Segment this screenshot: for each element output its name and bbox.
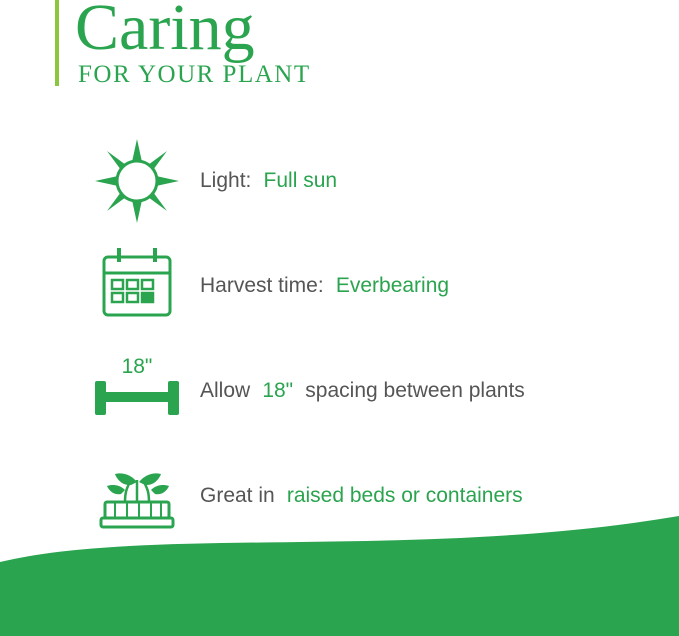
sun-icon bbox=[82, 135, 192, 227]
page-title: Caring bbox=[75, 0, 255, 64]
calendar-icon bbox=[82, 240, 192, 332]
header-accent-bar bbox=[55, 0, 59, 86]
care-row-harvest-text bbox=[200, 274, 449, 298]
page-header bbox=[55, 0, 311, 88]
page-subtitle: FOR YOUR PLANT bbox=[78, 61, 311, 88]
care-row-spacing bbox=[0, 338, 679, 443]
care-row-light-text bbox=[200, 169, 337, 193]
care-row-harvest-label: Harvest time: bbox=[200, 273, 324, 297]
bottom-green-swoosh bbox=[0, 516, 679, 636]
care-row-container-value: raised beds or containers bbox=[286, 483, 523, 507]
header-text-group bbox=[75, 0, 311, 88]
spacing-icon-label: 18" bbox=[121, 354, 153, 378]
care-row-light-value: Full sun bbox=[263, 168, 338, 192]
care-row-spacing-suffix: spacing between plants bbox=[305, 378, 525, 402]
spacing-ruler-icon bbox=[82, 351, 192, 431]
care-rows-list bbox=[0, 128, 679, 548]
care-row-spacing-text bbox=[200, 379, 525, 403]
care-row-harvest bbox=[0, 233, 679, 338]
care-row-harvest-value: Everbearing bbox=[335, 273, 450, 297]
care-row-light bbox=[0, 128, 679, 233]
care-row-container-text bbox=[200, 484, 523, 508]
care-row-spacing-label: Allow bbox=[200, 378, 251, 402]
care-row-spacing-value: 18" bbox=[262, 378, 294, 402]
care-row-light-label: Light: bbox=[200, 168, 252, 192]
care-row-container-label: Great in bbox=[200, 483, 275, 507]
